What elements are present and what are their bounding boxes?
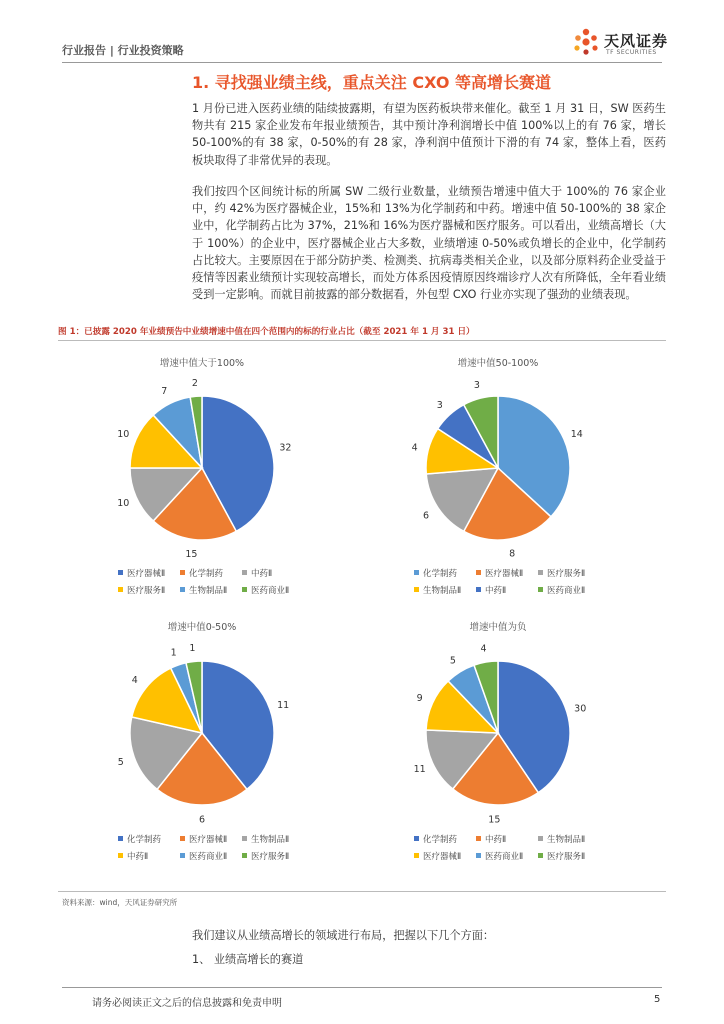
legend-label: 医疗服务Ⅱ — [547, 852, 586, 862]
legend-swatch — [242, 570, 247, 575]
pie-value-label: 15 — [488, 814, 501, 826]
legend-label: 中药Ⅱ — [127, 852, 149, 862]
legend-swatch — [538, 853, 543, 858]
pie-value-label: 1 — [170, 647, 177, 659]
legend-label: 医疗服务Ⅱ — [251, 852, 290, 862]
page-number: 5 — [654, 994, 661, 1005]
legend-swatch — [242, 587, 247, 592]
pie-value-label: 1 — [189, 643, 196, 655]
pie-value-label: 11 — [413, 763, 426, 775]
legend-swatch — [180, 587, 185, 592]
legend-swatch — [414, 570, 419, 575]
figure-source: 资料来源：wind，天风证券研究所 — [62, 898, 178, 907]
legend-swatch — [242, 853, 247, 858]
legend-label: 化学制药 — [423, 569, 458, 579]
legend-swatch — [476, 836, 481, 841]
pie-value-label: 6 — [198, 814, 206, 826]
pie-value-label: 4 — [131, 674, 138, 686]
pie-value-label: 5 — [449, 655, 456, 667]
list-item-1: 1、 业绩高增长的赛道 — [192, 953, 304, 966]
chart-title-4: 增速中值为负 — [469, 622, 527, 633]
legend-swatch — [476, 587, 481, 592]
legend-label: 医药商业Ⅱ — [251, 586, 290, 596]
legend-label: 生物制品Ⅱ — [189, 586, 228, 596]
pie-value-label: 11 — [277, 700, 290, 712]
legend-label: 医药商业Ⅱ — [189, 852, 228, 862]
paragraph-2: 我们按四个区间统计标的所属 SW 二级行业数量，业绩预告增速中值大于 100%的 76 家企业中，约 42%为医疗器械企业，15%和 13%为化学制药和中药。增速中值 50-100%的 38 家企业中，化学制药占比为 37%，21%和 16%为医疗器械和医疗服务。可以看出，业绩高增长（大于 100%）的企业中，医疗器械企业占大多数，业绩增速 0-50%或负增长的企业中，化学制药占比较大。主要原因在于部分防护类、检测类、抗病毒类相关企业，以及部分原料药企业受益于疫情等因素业绩预计实现较高增长，而处方体系因疫情原因终端诊疗人次有所降低，全年看业绩受到一定影响。而就目前披露的部分数据看，外包型 CXO 行业亦实现了强劲的业绩表现。 — [192, 185, 666, 302]
legend-label: 生物制品Ⅱ — [547, 835, 586, 845]
legend-swatch — [476, 570, 481, 575]
pie-value-label: 4 — [480, 643, 487, 655]
source-divider — [58, 891, 666, 892]
legend-swatch — [414, 587, 419, 592]
header-breadcrumb: 行业报告 | 行业投资策略 — [62, 44, 184, 57]
legend-swatch — [538, 570, 543, 575]
logo-text-cn: 天风证券 — [604, 32, 669, 50]
legend-label: 医药商业Ⅱ — [485, 852, 524, 862]
legend-label: 医疗器械Ⅱ — [127, 569, 166, 579]
pie-value-label: 4 — [411, 442, 418, 454]
legend-swatch — [538, 587, 543, 592]
legend-label: 医疗器械Ⅱ — [423, 852, 462, 862]
legend-swatch — [180, 853, 185, 858]
figure-title: 图 1：已披露 2020 年业绩预告中业绩增速中值在四个范围内的标的行业占比（截至 2021 年 1 月 31 日） — [58, 327, 475, 337]
legend-label: 中药Ⅱ — [485, 835, 507, 845]
section-title: 1. 寻找强业绩主线，重点关注 CXO 等高增长赛道 — [192, 73, 552, 92]
footer-disclaimer: 请务必阅读正文之后的信息披露和免责申明 — [92, 998, 282, 1009]
legend-label: 化学制药 — [189, 569, 224, 579]
legend-label: 生物制品Ⅱ — [423, 586, 462, 596]
legend-swatch — [414, 836, 419, 841]
pie-value-label: 32 — [279, 442, 292, 454]
pie-value-label: 3 — [473, 380, 480, 392]
legend-label: 医疗服务Ⅱ — [547, 569, 586, 579]
pie-value-label: 3 — [436, 400, 443, 412]
pie-value-label: 10 — [117, 498, 130, 510]
footer-divider — [62, 987, 662, 988]
legend-swatch — [118, 836, 123, 841]
legend-label: 医疗器械Ⅱ — [189, 835, 228, 845]
legend-swatch — [242, 836, 247, 841]
legend-label: 生物制品Ⅱ — [251, 835, 290, 845]
legend-label: 中药Ⅱ — [251, 569, 273, 579]
legend-label: 医药商业Ⅱ — [547, 586, 586, 596]
legend-swatch — [118, 587, 123, 592]
legend-label: 化学制药 — [127, 835, 162, 845]
pie-value-label: 15 — [185, 548, 198, 560]
legend-swatch — [414, 853, 419, 858]
legend-swatch — [538, 836, 543, 841]
chart-title-2: 增速中值50-100% — [457, 358, 539, 369]
legend-label: 医疗器械Ⅱ — [485, 569, 524, 579]
pie-value-label: 9 — [416, 693, 423, 705]
recommendation-text: 我们建议从业绩高增长的领域进行布局，把握以下几个方面： — [192, 929, 495, 942]
legend-swatch — [118, 853, 123, 858]
pie-value-label: 8 — [509, 548, 516, 560]
pie-value-label: 14 — [570, 428, 583, 440]
paragraph-1: 1 月份已进入医药业绩的陆续披露期，有望为医药板块带来催化。截至 1 月 31 日，SW 医药生物共有 215 家企业发布年报业绩预告，其中预计净利润增长中值 100%以上的有 76 家，增长 50-100%的有 38 家，0-50%的有 28 家，净利润中值预计下滑的有 74 家，整体上看，医药板块取得了非常优异的表现。 — [192, 102, 666, 167]
pie-value-label: 30 — [574, 703, 587, 715]
chart-title-1: 增速中值大于100% — [159, 358, 245, 369]
legend-swatch — [180, 836, 185, 841]
legend-label: 化学制药 — [423, 835, 458, 845]
pie-value-label: 6 — [422, 510, 430, 522]
pie-value-label: 7 — [161, 386, 168, 398]
chart-title-3: 增速中值0-50% — [167, 622, 237, 633]
pie-value-label: 5 — [117, 756, 124, 768]
legend-swatch — [180, 570, 185, 575]
legend-swatch — [476, 853, 481, 858]
logo-text-en: TF SECURITIES — [606, 49, 657, 56]
legend-label: 中药Ⅱ — [485, 586, 507, 596]
legend-swatch — [118, 570, 123, 575]
pie-value-label: 10 — [117, 428, 130, 440]
legend-label: 医疗服务Ⅱ — [127, 586, 166, 596]
pie-value-label: 2 — [191, 377, 198, 389]
